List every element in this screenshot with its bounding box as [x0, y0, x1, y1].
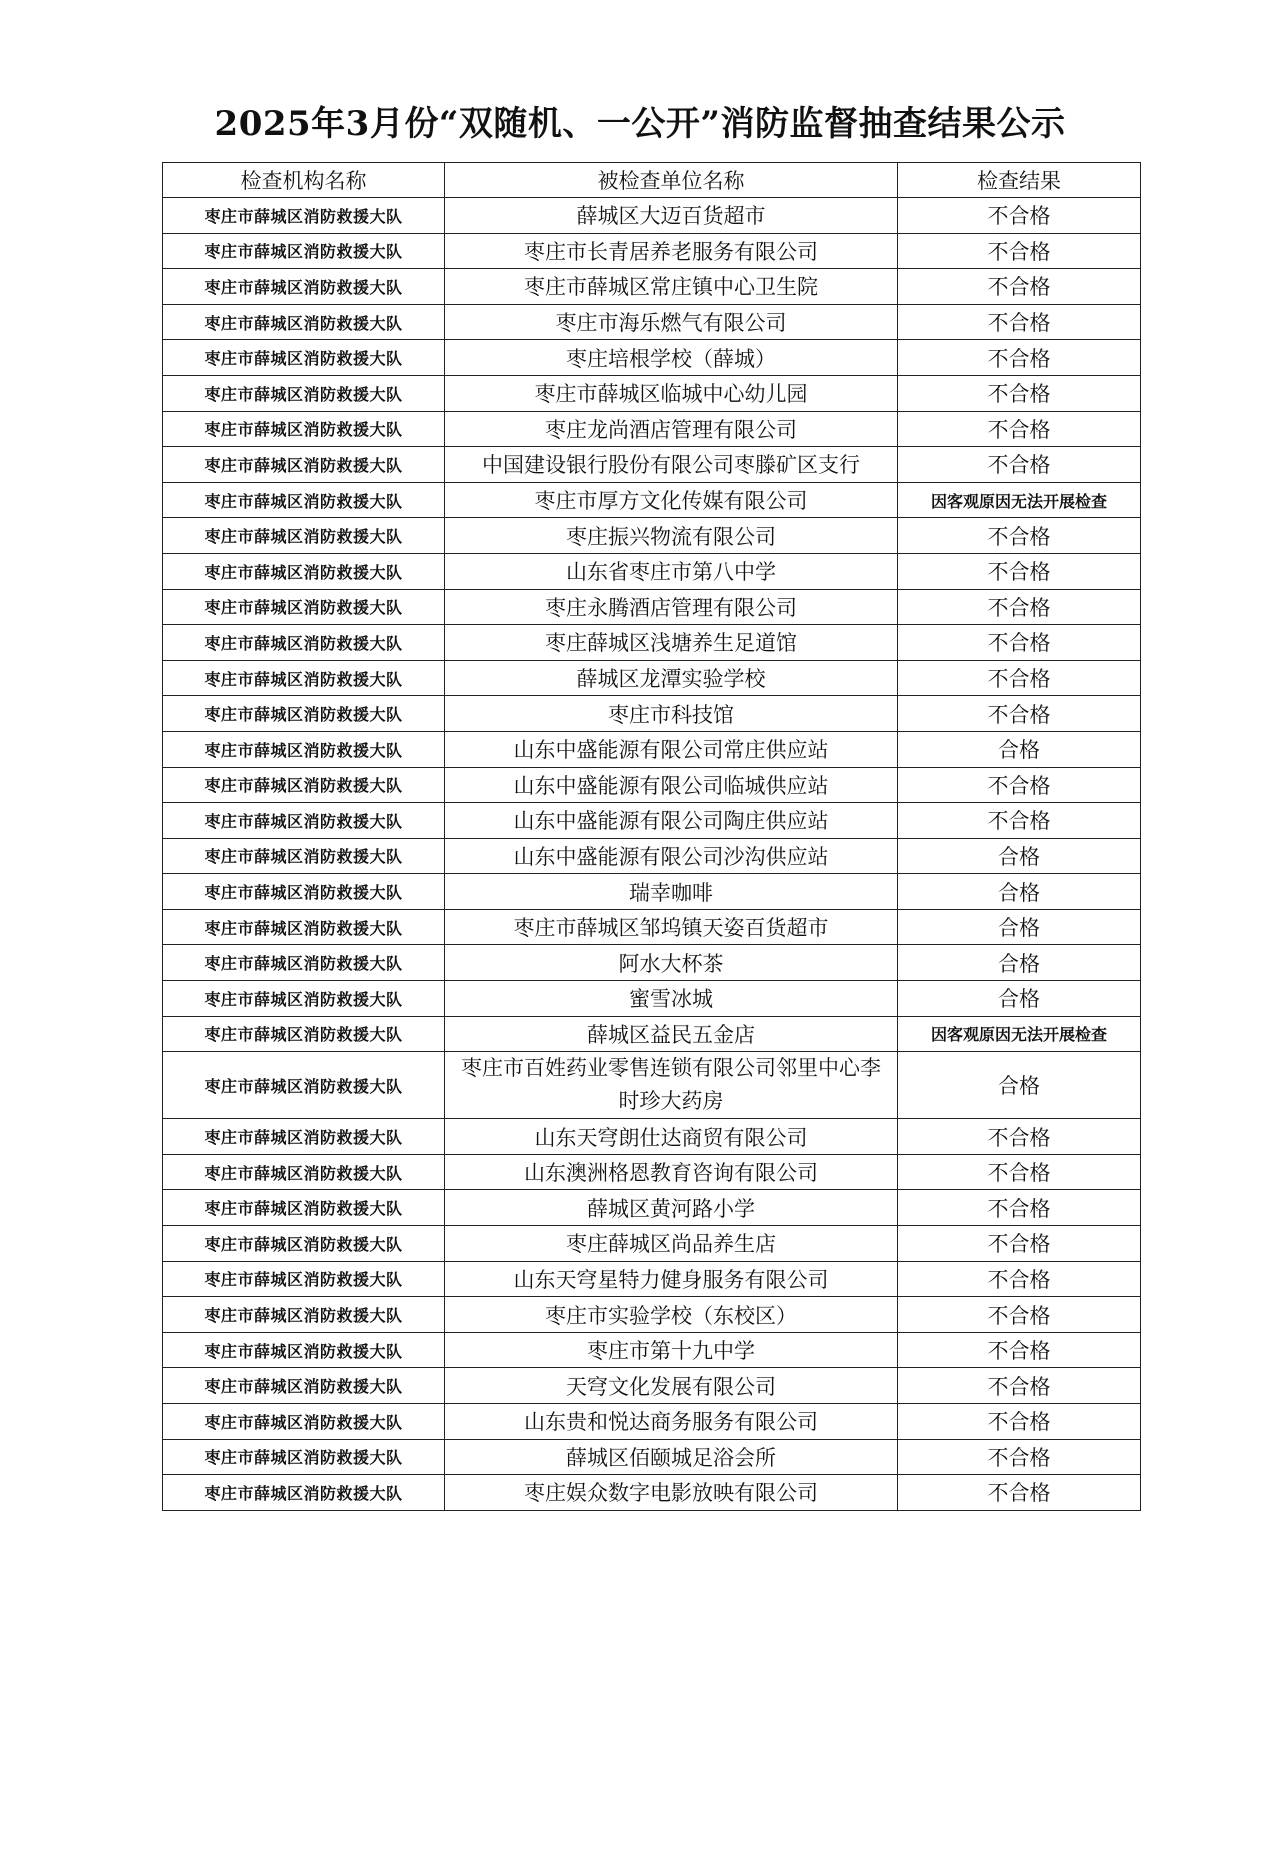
table-header-row — [163, 163, 1141, 198]
table-row — [163, 482, 1141, 518]
result-cell: 不合格 — [898, 411, 1141, 447]
result-cell: 不合格 — [898, 518, 1141, 554]
table-row — [163, 803, 1141, 839]
header-org: 检查机构名称 — [163, 163, 445, 198]
unit-cell: 枣庄市海乐燃气有限公司 — [445, 304, 898, 340]
unit-cell: 枣庄市百姓药业零售连锁有限公司邻里中心李时珍大药房 — [445, 1052, 898, 1119]
unit-cell: 枣庄市实验学校（东校区） — [445, 1297, 898, 1333]
org-cell: 枣庄市薛城区消防救援大队 — [163, 233, 445, 269]
table-row — [163, 269, 1141, 305]
unit-cell: 阿水大杯茶 — [445, 945, 898, 981]
org-cell: 枣庄市薛城区消防救援大队 — [163, 198, 445, 234]
org-cell: 枣庄市薛城区消防救援大队 — [163, 1154, 445, 1190]
table-row — [163, 1190, 1141, 1226]
result-cell: 不合格 — [898, 767, 1141, 803]
result-cell: 不合格 — [898, 198, 1141, 234]
table-row — [163, 1404, 1141, 1440]
result-cell: 不合格 — [898, 1404, 1141, 1440]
table-row — [163, 340, 1141, 376]
unit-cell: 山东中盛能源有限公司陶庄供应站 — [445, 803, 898, 839]
header-result: 检查结果 — [898, 163, 1141, 198]
table-row — [163, 625, 1141, 661]
org-cell: 枣庄市薛城区消防救援大队 — [163, 1439, 445, 1475]
unit-cell: 枣庄振兴物流有限公司 — [445, 518, 898, 554]
result-cell: 不合格 — [898, 1226, 1141, 1262]
table-row — [163, 1226, 1141, 1262]
unit-cell: 山东贵和悦达商务服务有限公司 — [445, 1404, 898, 1440]
table-row — [163, 945, 1141, 981]
result-cell: 不合格 — [898, 803, 1141, 839]
result-cell: 不合格 — [898, 447, 1141, 483]
unit-cell: 天穹文化发展有限公司 — [445, 1368, 898, 1404]
unit-cell: 枣庄培根学校（薛城） — [445, 340, 898, 376]
table-row — [163, 1261, 1141, 1297]
result-cell: 不合格 — [898, 1119, 1141, 1155]
result-cell: 合格 — [898, 909, 1141, 945]
table-row — [163, 981, 1141, 1017]
result-cell: 不合格 — [898, 1475, 1141, 1511]
org-cell: 枣庄市薛城区消防救援大队 — [163, 767, 445, 803]
document-title: 2025年3月份“双随机、一公开”消防监督抽查结果公示 — [214, 104, 1066, 144]
table-row — [163, 1016, 1141, 1052]
table-row — [163, 1154, 1141, 1190]
result-cell: 不合格 — [898, 340, 1141, 376]
table-row — [163, 1119, 1141, 1155]
unit-cell: 山东天穹星特力健身服务有限公司 — [445, 1261, 898, 1297]
unit-cell: 薛城区大迈百货超市 — [445, 198, 898, 234]
result-cell: 不合格 — [898, 1261, 1141, 1297]
result-cell: 不合格 — [898, 1154, 1141, 1190]
unit-cell: 枣庄市薛城区临城中心幼儿园 — [445, 375, 898, 411]
result-cell: 合格 — [898, 731, 1141, 767]
org-cell: 枣庄市薛城区消防救援大队 — [163, 340, 445, 376]
unit-cell: 瑞幸咖啡 — [445, 874, 898, 910]
unit-cell: 枣庄市科技馆 — [445, 696, 898, 732]
org-cell: 枣庄市薛城区消防救援大队 — [163, 874, 445, 910]
org-cell: 枣庄市薛城区消防救援大队 — [163, 375, 445, 411]
table-row — [163, 874, 1141, 910]
table-body — [163, 198, 1141, 1511]
unit-cell: 山东中盛能源有限公司常庄供应站 — [445, 731, 898, 767]
unit-cell: 枣庄娱众数字电影放映有限公司 — [445, 1475, 898, 1511]
unit-cell: 枣庄龙尚酒店管理有限公司 — [445, 411, 898, 447]
org-cell: 枣庄市薛城区消防救援大队 — [163, 1226, 445, 1262]
org-cell: 枣庄市薛城区消防救援大队 — [163, 411, 445, 447]
table-row — [163, 838, 1141, 874]
result-cell: 不合格 — [898, 1439, 1141, 1475]
table-row — [163, 767, 1141, 803]
table-row — [163, 553, 1141, 589]
org-cell: 枣庄市薛城区消防救援大队 — [163, 660, 445, 696]
unit-cell: 枣庄市薛城区常庄镇中心卫生院 — [445, 269, 898, 305]
table-row — [163, 1475, 1141, 1511]
table-row — [163, 518, 1141, 554]
result-cell: 不合格 — [898, 1368, 1141, 1404]
header-unit: 被检查单位名称 — [445, 163, 898, 198]
unit-cell: 薛城区益民五金店 — [445, 1016, 898, 1052]
org-cell: 枣庄市薛城区消防救援大队 — [163, 589, 445, 625]
unit-cell: 薛城区龙潭实验学校 — [445, 660, 898, 696]
org-cell: 枣庄市薛城区消防救援大队 — [163, 1119, 445, 1155]
table-row — [163, 1332, 1141, 1368]
org-cell: 枣庄市薛城区消防救援大队 — [163, 731, 445, 767]
unit-cell: 山东天穹朗仕达商贸有限公司 — [445, 1119, 898, 1155]
table-row — [163, 696, 1141, 732]
table-row — [163, 731, 1141, 767]
org-cell: 枣庄市薛城区消防救援大队 — [163, 1368, 445, 1404]
result-cell: 因客观原因无法开展检查 — [898, 482, 1141, 518]
table-row — [163, 304, 1141, 340]
table-row — [163, 233, 1141, 269]
unit-cell: 薛城区佰颐城足浴会所 — [445, 1439, 898, 1475]
result-cell: 不合格 — [898, 589, 1141, 625]
table-row — [163, 1439, 1141, 1475]
result-cell: 合格 — [898, 874, 1141, 910]
unit-cell: 中国建设银行股份有限公司枣滕矿区支行 — [445, 447, 898, 483]
table-row — [163, 1052, 1141, 1119]
org-cell: 枣庄市薛城区消防救援大队 — [163, 1190, 445, 1226]
org-cell: 枣庄市薛城区消防救援大队 — [163, 803, 445, 839]
result-cell: 不合格 — [898, 269, 1141, 305]
unit-cell: 山东中盛能源有限公司沙沟供应站 — [445, 838, 898, 874]
org-cell: 枣庄市薛城区消防救援大队 — [163, 518, 445, 554]
results-table — [162, 162, 1141, 1511]
unit-cell: 枣庄永腾酒店管理有限公司 — [445, 589, 898, 625]
result-cell: 不合格 — [898, 553, 1141, 589]
unit-cell: 山东中盛能源有限公司临城供应站 — [445, 767, 898, 803]
table-row — [163, 198, 1141, 234]
unit-cell: 枣庄薛城区尚品养生店 — [445, 1226, 898, 1262]
org-cell: 枣庄市薛城区消防救援大队 — [163, 1052, 445, 1119]
org-cell: 枣庄市薛城区消防救援大队 — [163, 1016, 445, 1052]
table-row — [163, 589, 1141, 625]
org-cell: 枣庄市薛城区消防救援大队 — [163, 945, 445, 981]
unit-cell: 薛城区黄河路小学 — [445, 1190, 898, 1226]
unit-cell: 枣庄薛城区浅塘养生足道馆 — [445, 625, 898, 661]
table-row — [163, 411, 1141, 447]
result-cell: 因客观原因无法开展检查 — [898, 1016, 1141, 1052]
table-row — [163, 447, 1141, 483]
result-cell: 不合格 — [898, 660, 1141, 696]
unit-cell: 枣庄市厚方文化传媒有限公司 — [445, 482, 898, 518]
result-cell: 合格 — [898, 1052, 1141, 1119]
table-row — [163, 909, 1141, 945]
org-cell: 枣庄市薛城区消防救援大队 — [163, 981, 445, 1017]
result-cell: 不合格 — [898, 1297, 1141, 1333]
result-cell: 不合格 — [898, 233, 1141, 269]
table-row — [163, 1297, 1141, 1333]
result-cell: 不合格 — [898, 625, 1141, 661]
result-cell: 不合格 — [898, 696, 1141, 732]
table-row — [163, 375, 1141, 411]
result-cell: 合格 — [898, 945, 1141, 981]
unit-cell: 枣庄市薛城区邹坞镇天姿百货超市 — [445, 909, 898, 945]
org-cell: 枣庄市薛城区消防救援大队 — [163, 269, 445, 305]
org-cell: 枣庄市薛城区消防救援大队 — [163, 1332, 445, 1368]
unit-cell: 山东省枣庄市第八中学 — [445, 553, 898, 589]
result-cell: 合格 — [898, 981, 1141, 1017]
org-cell: 枣庄市薛城区消防救援大队 — [163, 1475, 445, 1511]
org-cell: 枣庄市薛城区消防救援大队 — [163, 447, 445, 483]
result-cell: 合格 — [898, 838, 1141, 874]
unit-cell: 蜜雪冰城 — [445, 981, 898, 1017]
unit-cell: 山东澳洲格恩教育咨询有限公司 — [445, 1154, 898, 1190]
unit-cell: 枣庄市长青居养老服务有限公司 — [445, 233, 898, 269]
org-cell: 枣庄市薛城区消防救援大队 — [163, 482, 445, 518]
org-cell: 枣庄市薛城区消防救援大队 — [163, 838, 445, 874]
table-row — [163, 1368, 1141, 1404]
org-cell: 枣庄市薛城区消防救援大队 — [163, 1261, 445, 1297]
org-cell: 枣庄市薛城区消防救援大队 — [163, 553, 445, 589]
table-row — [163, 660, 1141, 696]
result-cell: 不合格 — [898, 1190, 1141, 1226]
result-cell: 不合格 — [898, 304, 1141, 340]
org-cell: 枣庄市薛城区消防救援大队 — [163, 625, 445, 661]
unit-cell: 枣庄市第十九中学 — [445, 1332, 898, 1368]
org-cell: 枣庄市薛城区消防救援大队 — [163, 696, 445, 732]
org-cell: 枣庄市薛城区消防救援大队 — [163, 1297, 445, 1333]
result-cell: 不合格 — [898, 375, 1141, 411]
org-cell: 枣庄市薛城区消防救援大队 — [163, 1404, 445, 1440]
org-cell: 枣庄市薛城区消防救援大队 — [163, 909, 445, 945]
result-cell: 不合格 — [898, 1332, 1141, 1368]
org-cell: 枣庄市薛城区消防救援大队 — [163, 304, 445, 340]
